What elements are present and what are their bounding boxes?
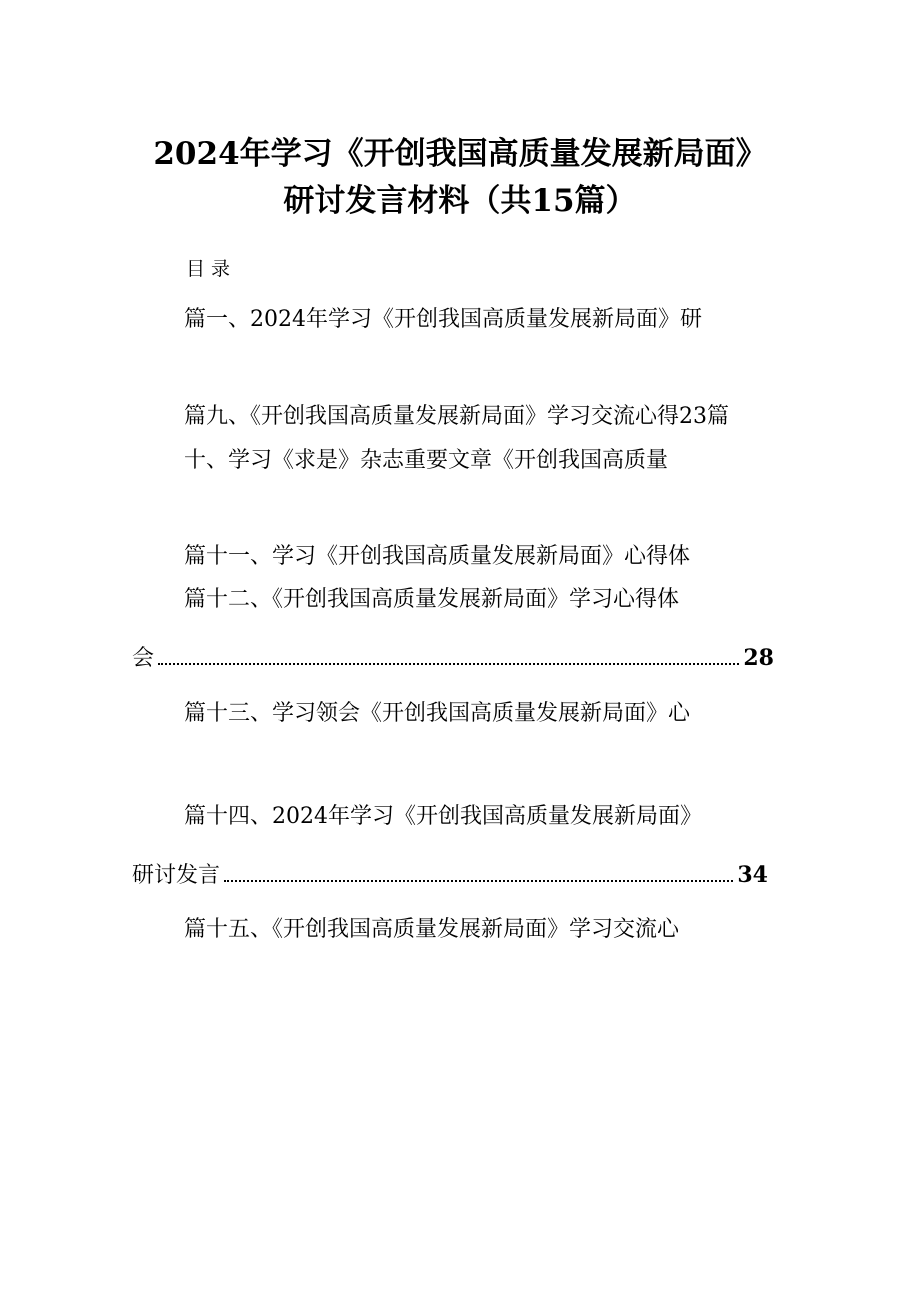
toc-entry[interactable]: 十、学习《求是》杂志重要文章《开创我国高质量: [184, 448, 669, 473]
toc-entry[interactable]: 篇十三、学习领会《开创我国高质量发展新局面》心: [184, 701, 691, 726]
toc-entry[interactable]: 篇十五、《开创我国高质量发展新局面》学习交流心: [184, 917, 680, 942]
toc-entry-with-page[interactable]: [132, 860, 768, 890]
toc-entry-text: 研讨发言: [132, 863, 221, 888]
toc-entry[interactable]: 篇十四、2024年学习《开创我国高质量发展新局面》: [184, 804, 702, 829]
toc-entry[interactable]: 篇九、《开创我国高质量发展新局面》学习交流心得23篇: [184, 404, 729, 429]
document-title-line-2: 研讨发言材料（共15篇）: [283, 183, 637, 219]
toc-entry[interactable]: 篇一、2024年学习《开创我国高质量发展新局面》研: [184, 307, 702, 332]
toc-page-number: 28: [743, 645, 774, 671]
toc-entry[interactable]: 篇十二、《开创我国高质量发展新局面》学习心得体: [184, 587, 680, 612]
toc-heading: 目录: [186, 258, 237, 280]
document-title-line-1: 2024年学习《开创我国高质量发展新局面》: [153, 136, 767, 172]
dot-leader: [158, 662, 739, 665]
dot-leader: [224, 879, 733, 882]
toc-entry-text: 会: [132, 646, 155, 671]
toc-entry-with-page[interactable]: [132, 643, 774, 673]
toc-page-number: 34: [737, 862, 768, 888]
toc-entry[interactable]: 篇十一、学习《开创我国高质量发展新局面》心得体: [184, 544, 691, 569]
